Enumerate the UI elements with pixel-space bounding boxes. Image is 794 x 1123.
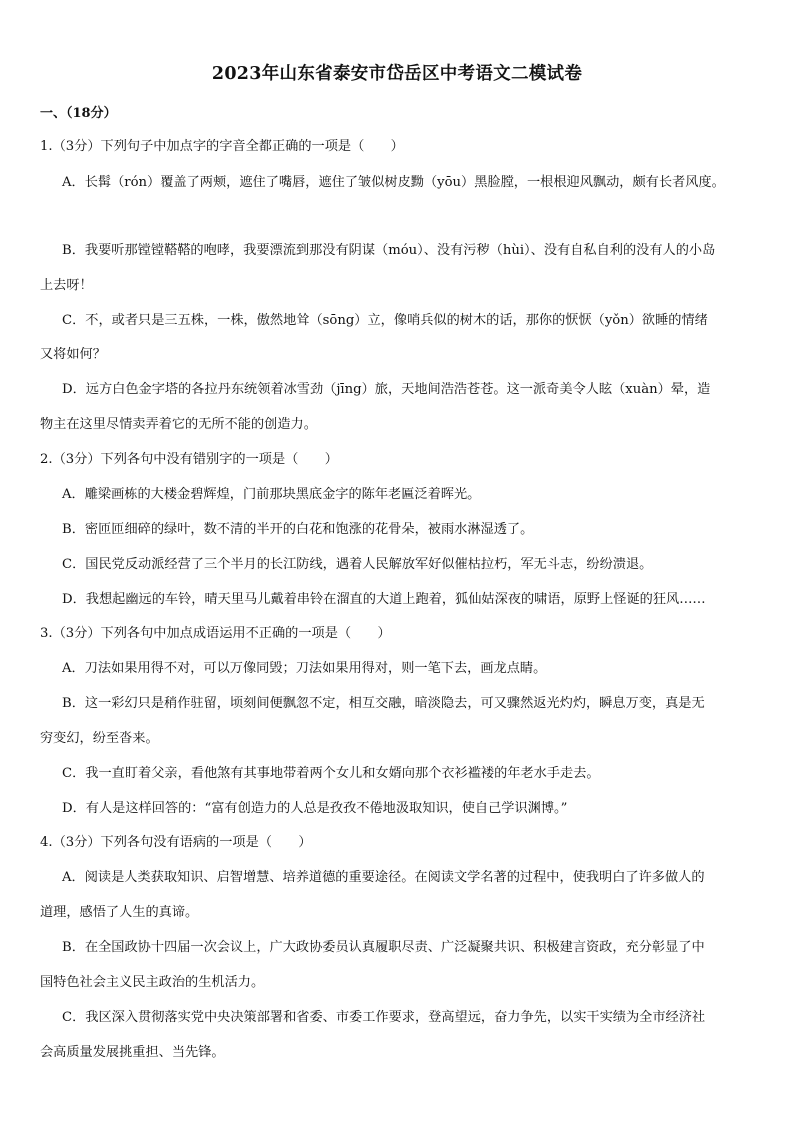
q4-option-c: C．我区深入贯彻落实党中央决策部署和省委、市委工作要求，登高望远，奋力争先，以实干实绩为全市经济社 (62, 1010, 706, 1025)
q2-option-d: D．我想起幽远的车铃，晴天里马儿戴着串铃在溜直的大道上跑着，狐仙姑深夜的啸语，原野上怪诞的狂风…… (62, 592, 706, 607)
q4-option-c-cont: 会高质量发展挑重担、当先锋。 (40, 1045, 225, 1060)
q4-option-a-cont: 道理，感悟了人生的真谛。 (40, 905, 199, 920)
q3-option-c: C．我一直盯着父亲，看他煞有其事地带着两个女儿和女婿向那个衣衫褴褛的年老水手走去。 (62, 766, 600, 781)
question-3-stem: 3.（3分）下列各句中加点成语运用不正确的一项是（ ） (40, 626, 391, 641)
q4-option-b-cont: 国特色社会主义民主政治的生机活力。 (40, 975, 265, 990)
q2-option-a: A．雕梁画栋的大楼金碧辉煌，门前那块黑底金字的陈年老匾泛着晖光。 (62, 487, 481, 502)
q1-option-a: A．长髯（rón）覆盖了两颊，遮住了嘴唇，遮住了皱似树皮黝（yōu）黑脸膛，一根根迎风飘动，颇有长者风度。 (62, 175, 725, 190)
exam-title: 2023年山东省泰安市岱岳区中考语文二模试卷 (211, 64, 583, 84)
q3-option-b: B．这一彩幻只是稍作驻留，顷刻间便飘忽不定，相互交融，暗淡隐去，可又骤然返光灼灼，瞬息万变，真是无 (62, 696, 705, 711)
q1-option-c: C．不，或者只是三五株，一株，傲然地耸（sōng）立，像哨兵似的树木的话，那你的恹恹（yǒn）欲睡的情绪 (62, 313, 708, 328)
question-2-stem: 2.（3分）下列各句中没有错别字的一项是（ ） (40, 452, 338, 467)
question-4-stem: 4.（3分）下列各句没有语病的一项是（ ） (40, 835, 312, 850)
section-heading: 一、（18分） (40, 106, 117, 121)
q3-option-d: D．有人是这样回答的：“富有创造力的人总是孜孜不倦地汲取知识，使自己学识渊博。” (62, 801, 568, 816)
q2-option-c: C．国民党反动派经营了三个半月的长江防线，遇着人民解放军好似催枯拉朽，军无斗志，纷纷溃退。 (62, 557, 653, 572)
q1-option-d: D．远方白色金字塔的各拉丹东统领着冰雪劲（jīng）旅，天地间浩浩苍苍。这一派奇美令人眩（xuàn）晕，造 (62, 382, 711, 397)
q2-option-b: B．密匝匝细碎的绿叶，数不清的半开的白花和饱涨的花骨朵，被雨水淋湿透了。 (62, 522, 534, 537)
question-1-stem: 1.（3分）下列句子中加点字的字音全都正确的一项是（ ） (40, 139, 404, 154)
q1-option-b: B．我要听那镗镗鞳鞳的咆哮，我要漂流到那没有阴谋（móu）、没有污秽（hùi）、没有自私自利的没有人的小岛 (62, 243, 716, 258)
q1-option-c-cont: 又将如何？ (40, 347, 106, 362)
q3-option-a: A．刀法如果用得不对，可以万像同毁；刀法如果用得对，则一笔下去，画龙点睛。 (62, 661, 547, 676)
q4-option-a: A．阅读是人类获取知识、启智增慧、培养道德的重要途径。在阅读文学名著的过程中，使我明白了许多做人的 (62, 870, 705, 885)
q4-option-b: B．在全国政协十四届一次会议上，广大政协委员认真履职尽责、广泛凝聚共识、积极建言资政，充分彰显了中 (62, 940, 705, 955)
q3-option-b-cont: 穷变幻，纷至沓来。 (40, 731, 159, 746)
q1-option-d-cont: 物主在这里尽情卖弄着它的无所不能的创造力。 (40, 417, 317, 432)
q1-option-b-cont: 上去呀！ (40, 278, 93, 293)
